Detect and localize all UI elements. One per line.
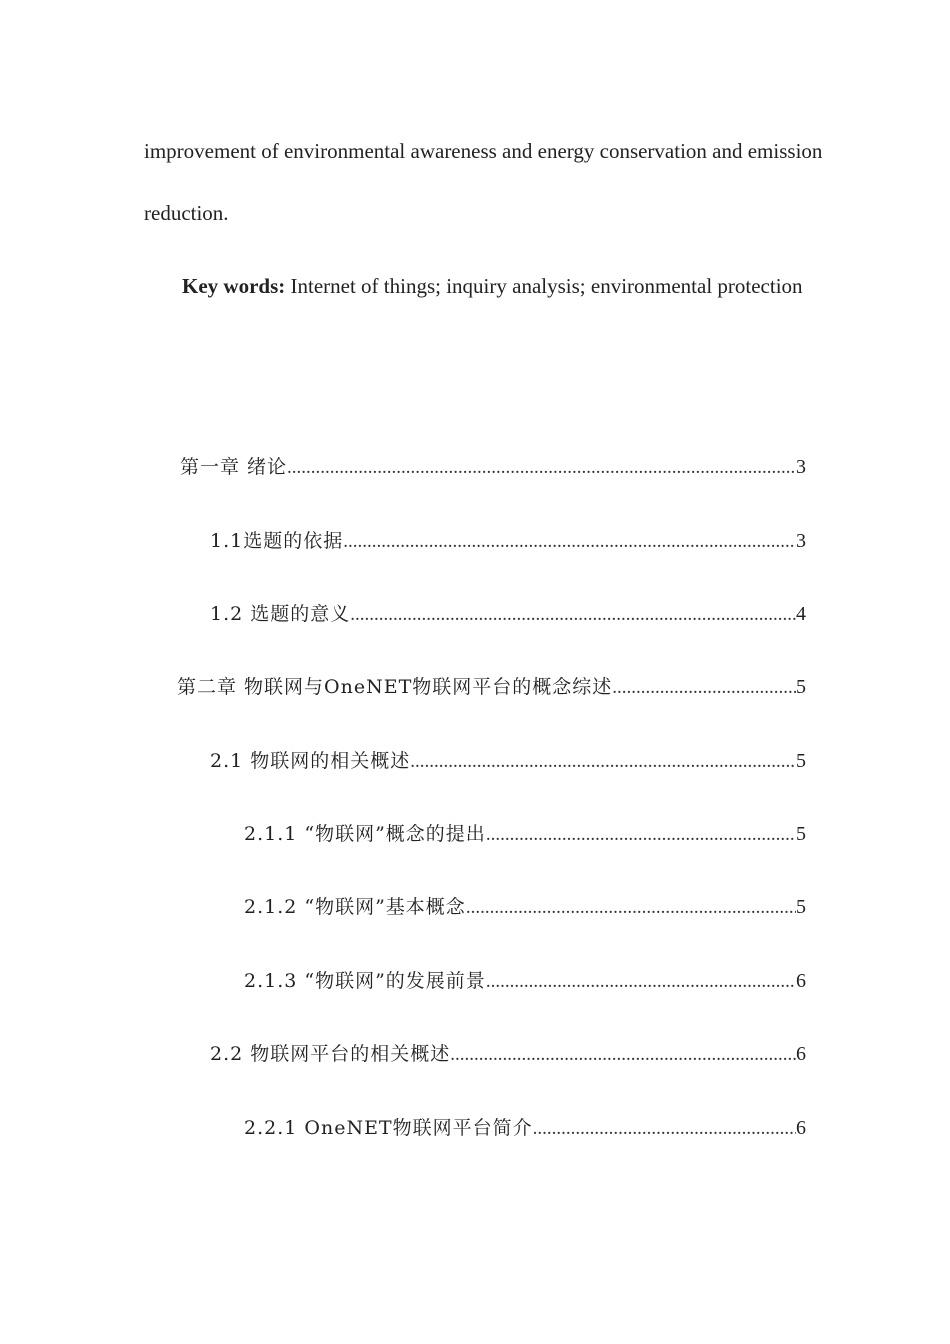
toc-page-number: 3 xyxy=(796,530,806,552)
toc-entry-2-1-1[interactable] xyxy=(244,819,806,851)
toc-entry-chapter-2[interactable] xyxy=(177,672,806,704)
toc-page-number: 4 xyxy=(796,603,806,625)
toc-dot-leader xyxy=(466,897,796,919)
toc-page-number: 5 xyxy=(796,823,806,845)
toc-entry-chapter-1[interactable] xyxy=(180,452,806,484)
toc-dot-leader xyxy=(350,604,796,626)
toc-dot-leader xyxy=(486,971,796,993)
toc-entry-2-1-2[interactable] xyxy=(244,892,806,924)
toc-page-number: 6 xyxy=(796,970,806,992)
keywords-paragraph xyxy=(144,255,824,317)
abstract-tail-paragraph: improvement of environmental awareness and energy conservation and emission reduction. xyxy=(144,139,823,225)
toc-dot-leader xyxy=(612,677,796,699)
toc-entry-title: 第一章 绪论 xyxy=(180,456,288,478)
toc-dot-leader xyxy=(410,751,796,773)
toc-dot-leader xyxy=(343,531,796,553)
toc-entry-2-1-3[interactable] xyxy=(244,966,806,998)
toc-entry-title: 2.1.1 “物联网”概念的提出 xyxy=(244,823,486,845)
toc-entry-2-2-1[interactable] xyxy=(244,1113,806,1145)
toc-dot-leader xyxy=(450,1044,796,1066)
toc-page-number: 5 xyxy=(796,896,806,918)
toc-entry-title: 1.1选题的依据 xyxy=(210,530,344,552)
toc-entry-title: 2.1.2 “物联网”基本概念 xyxy=(244,896,466,918)
toc-page-number: 6 xyxy=(796,1043,806,1065)
toc-dot-leader xyxy=(533,1118,796,1140)
toc-entry-title: 第二章 物联网与OneNET物联网平台的概念综述 xyxy=(177,676,613,698)
toc-dot-leader xyxy=(486,824,796,846)
toc-page-number: 5 xyxy=(796,676,806,698)
toc-entry-title: 2.1.3 “物联网”的发展前景 xyxy=(244,970,486,992)
toc-entry-title: 2.2.1 OneNET物联网平台简介 xyxy=(244,1117,533,1139)
toc-page-number: 5 xyxy=(796,750,806,772)
toc-dot-leader xyxy=(287,457,796,479)
toc-entry-1-2[interactable] xyxy=(210,599,806,631)
toc-entry-title: 1.2 选题的意义 xyxy=(210,603,351,625)
toc-page-number: 3 xyxy=(796,456,806,478)
toc-entry-title: 2.1 物联网的相关概述 xyxy=(210,750,411,772)
keywords-label: Key words: xyxy=(182,274,286,298)
toc-entry-1-1[interactable] xyxy=(210,526,806,558)
keywords-text: Internet of things; inquiry analysis; environmental protection xyxy=(285,274,803,298)
toc-entry-2-1[interactable] xyxy=(210,746,806,778)
toc-page-number: 6 xyxy=(796,1117,806,1139)
toc-entry-2-2[interactable] xyxy=(210,1039,806,1071)
toc-entry-title: 2.2 物联网平台的相关概述 xyxy=(210,1043,451,1065)
